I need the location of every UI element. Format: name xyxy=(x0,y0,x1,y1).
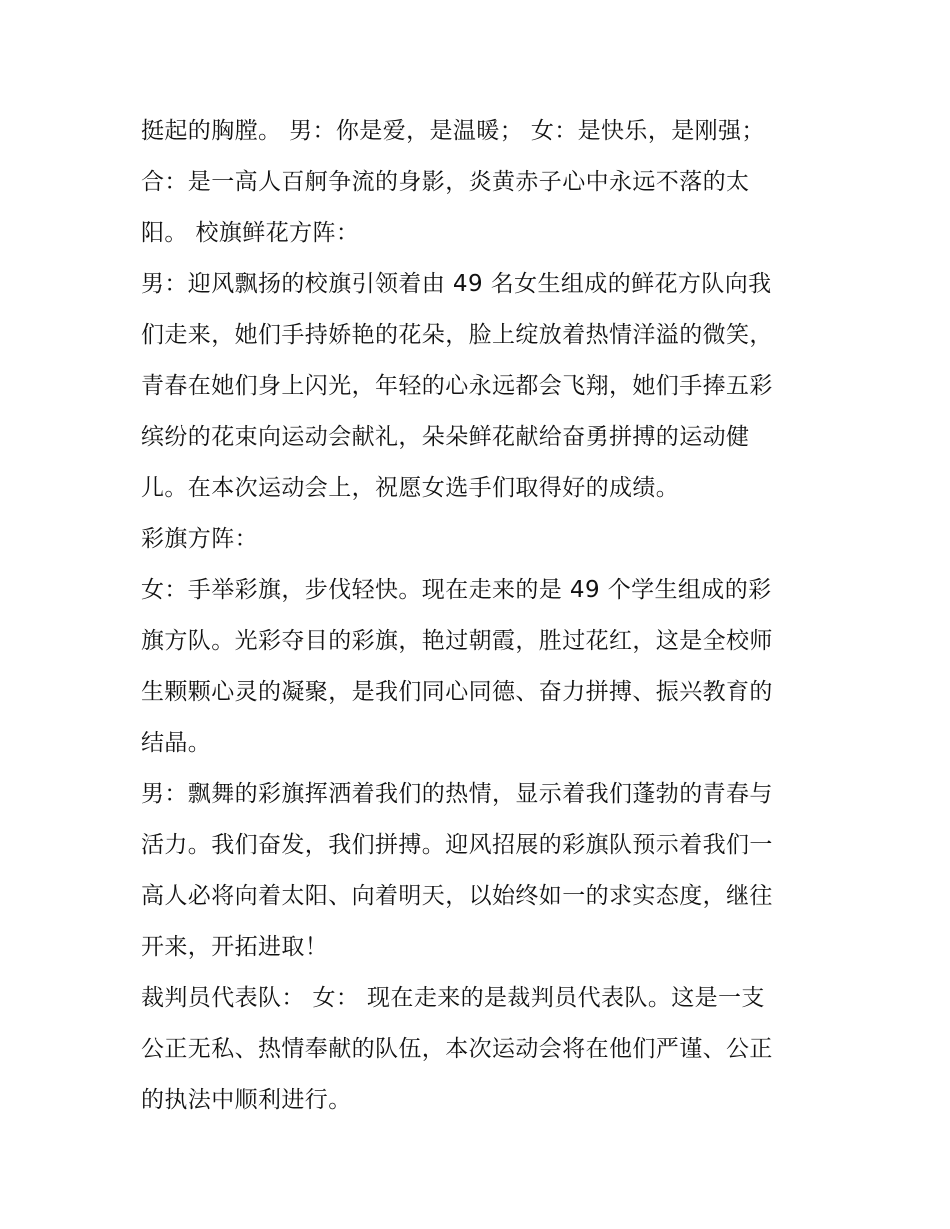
text-line-19: 公正无私、热情奉献的队伍，本次运动会将在他们严谨、公正 xyxy=(141,1036,773,1062)
text-line-10: 女：手举彩旗，步伐轻快。现在走来的是 49 个学生组成的彩 xyxy=(141,577,772,603)
text-line-8: 儿。在本次运动会上，祝愿女选手们取得好的成绩。 xyxy=(141,475,680,501)
text-line-11: 旗方队。光彩夺目的彩旗，艳过朝霞，胜过花红，这是全校师 xyxy=(141,628,773,654)
text-line-1: 挺起的胸膛。 男：你是爱，是温暖； 女：是快乐，是刚强； xyxy=(141,118,765,144)
document-body xyxy=(141,106,813,1126)
text-line-14: 男：飘舞的彩旗挥洒着我们的热情，显示着我们蓬勃的青春与 xyxy=(141,781,773,807)
text-line-12: 生颗颗心灵的凝聚，是我们同心同德、奋力拼搏、振兴教育的 xyxy=(141,679,773,705)
text-line-4: 男：迎风飘扬的校旗引领着由 49 名女生组成的鲜花方队向我 xyxy=(141,271,772,297)
text-line-9: 彩旗方阵： xyxy=(141,526,258,552)
text-line-7: 缤纷的花束向运动会献礼，朵朵鲜花献给奋勇拼搏的运动健 xyxy=(141,424,750,450)
text-line-16: 高人必将向着太阳、向着明天，以始终如一的求实态度，继往 xyxy=(141,883,773,909)
text-line-18: 裁判员代表队： 女： 现在走来的是裁判员代表队。这是一支 xyxy=(141,985,765,1011)
text-line-17: 开来，开拓进取！ xyxy=(141,934,329,960)
text-line-3: 阳。 校旗鲜花方阵： xyxy=(141,220,360,246)
text-line-15: 活力。我们奋发，我们拼搏。迎风招展的彩旗队预示着我们一 xyxy=(141,832,773,858)
text-line-13: 结晶。 xyxy=(141,730,212,756)
text-line-5: 们走来，她们手持娇艳的花朵，脸上绽放着热情洋溢的微笑， xyxy=(141,322,773,348)
text-line-2: 合：是一高人百舸争流的身影，炎黄赤子心中永远不落的太 xyxy=(141,169,750,195)
text-line-6: 青春在她们身上闪光，年轻的心永远都会飞翔，她们手捧五彩 xyxy=(141,373,773,399)
text-line-20: 的执法中顺利进行。 xyxy=(141,1087,352,1113)
